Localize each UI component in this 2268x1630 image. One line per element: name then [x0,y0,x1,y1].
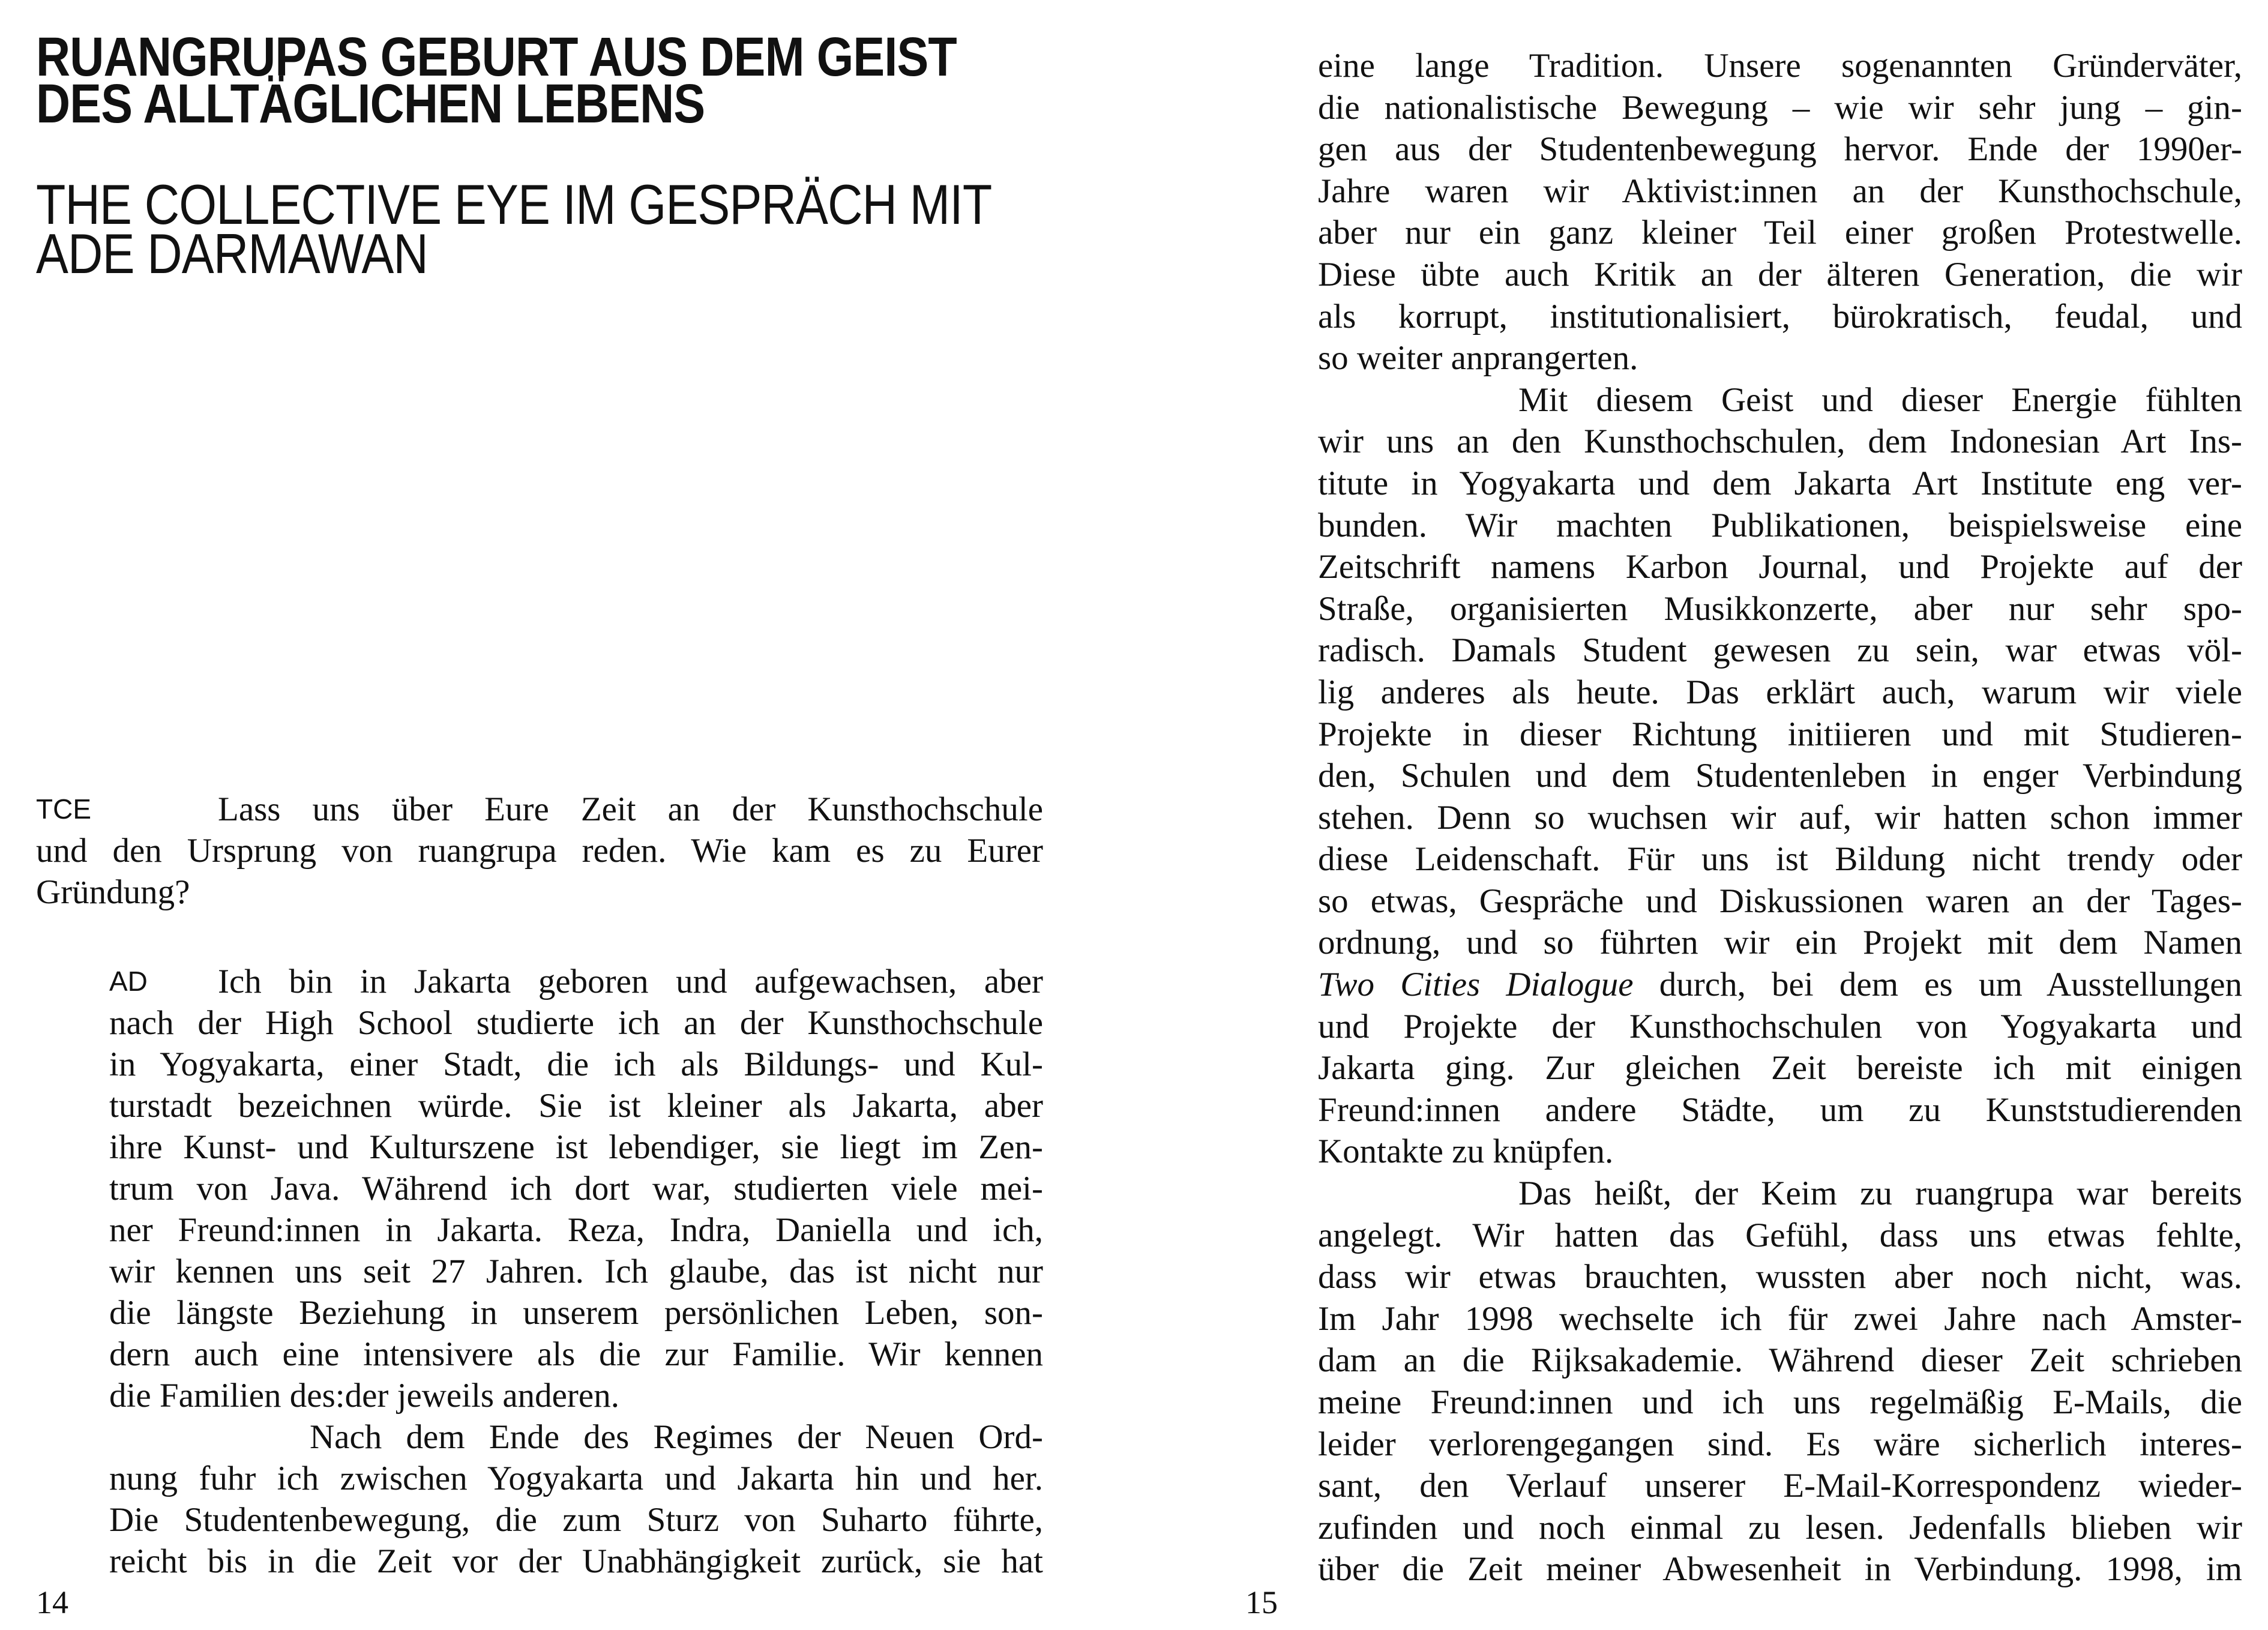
text-line: aber nur ein ganz kleiner Teil einer großen Protestwelle. [1318,214,2242,252]
text-line: Kontakte zu knüpfen. [1318,1132,1614,1171]
text-line: turstadt bezeichnen würde. Sie ist kleiner als Jakarta, aber [109,1087,1043,1125]
subtitle-line: THE COLLECTIVE EYE IM GESPRÄCH MIT [36,173,992,236]
right-column-text [1318,45,2242,1590]
text-line: als korrupt, institutionalisiert, bürokratisch, feudal, und [1318,297,2242,335]
text-line: so weiter anprangerten. [1318,339,1638,377]
text-line: lig anderes als heute. Das erklärt auch, warum wir viele [1318,673,2242,711]
text-line: gen aus der Studentenbewegung hervor. Ende der 1990er- [1318,130,2242,169]
text-line: die nationalistische Bewegung – wie wir sehr jung – gin- [1318,88,2242,127]
text-line: diese Leidenschaft. Für uns ist Bildung nicht trendy oder [1318,840,2242,879]
text-fragment: durch, bei dem es um Ausstellungen [1633,966,2242,1004]
text-line: sant, den Verlauf unserer E-Mail-Korrespondenz wieder- [1318,1467,2242,1505]
text-line: Die Studentenbewegung, die zum Sturz von Suharto führte, [109,1501,1043,1539]
text-line: Im Jahr 1998 wechselte ich für zwei Jahre nach Amster- [1318,1299,2242,1338]
text-line: radisch. Damals Student gewesen zu sein, war etwas völ- [1318,631,2242,670]
text-line: Gründung? [36,873,190,911]
subtitle-line: ADE DARMAWAN [36,222,428,285]
text-line: zufinden und noch einmal zu lesen. Jedenfalls blieben wir [1318,1508,2242,1547]
text-line: Jakarta ging. Zur gleichen Zeit bereiste ich mit einigen [1318,1049,2242,1087]
text-line: dern auch eine intensivere als die zur Familie. Wir kennen [109,1335,1043,1373]
text-line: Ich bin in Jakarta geboren und aufgewachsen, aber [218,963,1043,1000]
text-line: leider verlorengegangen sind. Es wäre sicherlich interes- [1318,1425,2242,1463]
page-subtitle [36,173,992,285]
text-line: die längste Beziehung in unserem persönlichen Leben, son- [109,1294,1043,1332]
title-line: DES ALLTÄGLICHEN LEBENS [36,73,705,134]
text-line: und Projekte der Kunsthochschulen von Yogyakarta und [1318,1007,2242,1045]
text-line: Jahre waren wir Aktivist:innen an der Kunsthochschule, [1318,172,2242,210]
text-line: wir uns an den Kunsthochschulen, dem Indonesian Art Ins- [1318,423,2242,461]
text-line: titute in Yogyakarta und dem Jakarta Art Institute eng ver- [1318,464,2242,502]
text-line: Zeitschrift namens Karbon Journal, und Projekte auf der [1318,548,2242,586]
text-line: dam an die Rijksakademie. Während dieser Zeit schrieben [1318,1341,2242,1380]
text-line: so etwas, Gespräche und Diskussionen waren an der Tages- [1318,882,2242,920]
text-line: in Yogyakarta, einer Stadt, die ich als Bildungs- und Kul- [109,1045,1043,1083]
text-line: ordnung, und so führten wir ein Projekt mit dem Namen [1318,924,2242,962]
text-line: Straße, organisierten Musikkonzerte, aber nur sehr spo- [1318,589,2242,628]
text-line: bunden. Wir machten Publikationen, beispielsweise eine [1318,506,2242,544]
text-line: nach der High School studierte ich an der Kunsthochschule [109,1004,1043,1042]
text-line: nung fuhr ich zwischen Yogyakarta und Jakarta hin und her. [109,1460,1043,1497]
text-line: Projekte in dieser Richtung initiieren und mit Studieren- [1318,715,2242,753]
text-line: angelegt. Wir hatten das Gefühl, dass uns etwas fehlte, [1318,1216,2242,1254]
text-line: Lass uns über Eure Zeit an der Kunsthochschule [218,790,1043,828]
page-number-right: 15 [1245,1584,1278,1620]
speaker-label-ad: AD [109,966,148,997]
text-line: Das heißt, der Keim zu ruangrupa war bereits [1518,1174,2242,1213]
text-line: trum von Java. Während ich dort war, studierten viele mei- [109,1170,1043,1207]
text-line: dass wir etwas brauchten, wussten aber noch nicht, was. [1318,1258,2242,1296]
text-line: Nach dem Ende des Regimes der Neuen Ord- [310,1418,1043,1456]
page-number-left: 14 [36,1584,68,1620]
page-title [36,26,957,134]
text-line [1318,964,2242,1006]
text-line: den, Schulen und dem Studentenleben in enger Verbindung [1318,757,2242,795]
text-line: Diese übte auch Kritik an der älteren Generation, die wir [1318,255,2242,293]
text-line: Freund:innen andere Städte, um zu Kunststudierenden [1318,1090,2242,1129]
text-line: Mit diesem Geist und dieser Energie fühlten [1518,380,2242,419]
text-line: die Familien des:der jeweils anderen. [109,1377,619,1415]
italic-title: Two Cities Dialogue [1318,966,1634,1004]
text-line: reicht bis in die Zeit vor der Unabhängigkeit zurück, sie hat [109,1542,1043,1580]
text-line: stehen. Denn so wuchsen wir auf, wir hatten schon immer [1318,798,2242,837]
text-line: und den Ursprung von ruangrupa reden. Wie kam es zu Eurer [36,832,1043,870]
text-line: ihre Kunst- und Kulturszene ist lebendiger, sie liegt im Zen- [109,1128,1043,1166]
text-line: über die Zeit meiner Abwesenheit in Verbindung. 1998, im [1318,1550,2242,1589]
text-line: eine lange Tradition. Unsere sogenannten Gründerväter, [1318,47,2242,85]
question-paragraph [36,789,1043,913]
title-line: RUANGRUPAS GEBURT AUS DEM GEIST [36,26,957,88]
text-line: meine Freund:innen und ich uns regelmäßig E-Mails, die [1318,1383,2242,1421]
text-line: ner Freund:innen in Jakarta. Reza, Indra, Daniella und ich, [109,1211,1043,1249]
answer-text [109,961,1043,1582]
speaker-label-tce: TCE [36,793,91,825]
text-line: wir kennen uns seit 27 Jahren. Ich glaube, das ist nicht nur [109,1253,1043,1290]
